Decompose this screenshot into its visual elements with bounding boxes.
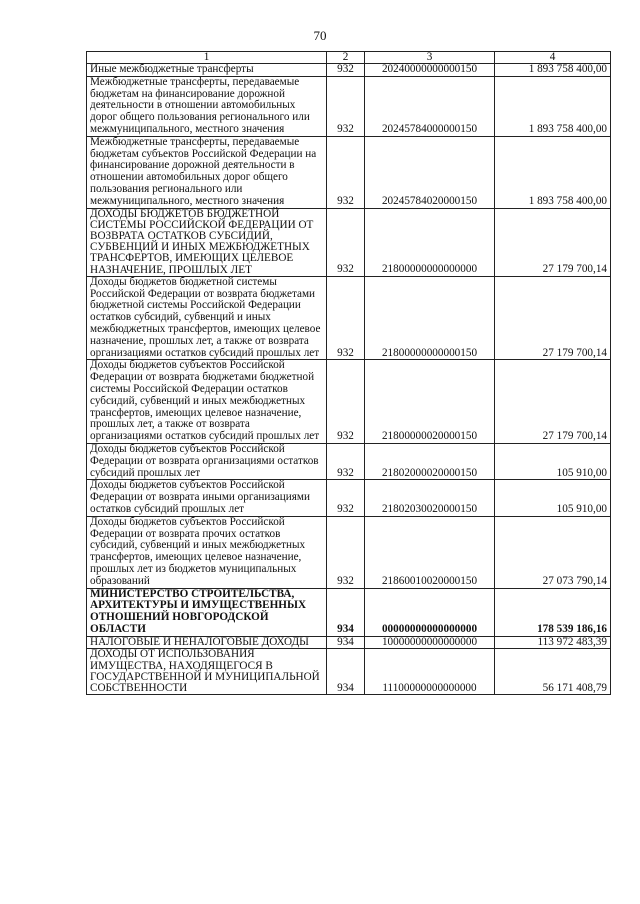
column-header-admin: 2	[327, 52, 365, 64]
budget-revenue-table	[86, 51, 611, 695]
row-admin-code-cell: 932	[327, 208, 365, 276]
row-amount-cell: 27 179 700,14	[495, 276, 611, 360]
row-admin-code-cell: 932	[327, 360, 365, 444]
row-admin-code-cell: 932	[327, 443, 365, 479]
row-amount-cell: 27 073 790,14	[495, 516, 611, 588]
row-budget-code-cell: 21802030020000150	[365, 480, 495, 516]
table-row	[87, 76, 611, 136]
row-amount-cell: 27 179 700,14	[495, 360, 611, 444]
row-budget-code-cell: 20245784000000150	[365, 76, 495, 136]
row-admin-code-cell: 934	[327, 649, 365, 695]
row-admin-code-cell: 934	[327, 588, 365, 636]
table-row	[87, 443, 611, 479]
row-amount-cell: 113 972 483,39	[495, 636, 611, 649]
table-row	[87, 636, 611, 649]
row-budget-code-cell: 21800000020000150	[365, 360, 495, 444]
column-header-code: 3	[365, 52, 495, 64]
row-admin-code-cell: 932	[327, 76, 365, 136]
table-row	[87, 208, 611, 276]
row-admin-code-cell: 934	[327, 636, 365, 649]
table-row	[87, 480, 611, 516]
row-name-cell: Доходы бюджетов субъектов Российской Федерации от возврата организациями остатков субсидий прошлых лет	[87, 443, 327, 479]
row-amount-cell: 105 910,00	[495, 480, 611, 516]
table-row	[87, 136, 611, 208]
row-budget-code-cell: 10000000000000000	[365, 636, 495, 649]
table-row	[87, 276, 611, 360]
row-amount-cell: 1 893 758 400,00	[495, 136, 611, 208]
row-amount-cell: 105 910,00	[495, 443, 611, 479]
row-name-cell: НАЛОГОВЫЕ И НЕНАЛОГОВЫЕ ДОХОДЫ	[87, 636, 327, 649]
row-budget-code-cell: 20240000000000150	[365, 64, 495, 77]
row-name-cell: Доходы бюджетов субъектов Российской Федерации от возврата бюджетами бюджетной системы Российской Федерации остатков субсидий, субвенций и иных межбюджетных трансфертов, имеющих целевое назначение, прошлых лет, а также от возврата организациями остатков субсидий прошлых лет	[87, 360, 327, 444]
table-row	[87, 516, 611, 588]
row-name-cell: Межбюджетные трансферты, передаваемые бюджетам субъектов Российской Федерации на финансирование дорожной деятельности в отношении автомобильных дорог общего пользования регионального или межмуниципального, местного значения	[87, 136, 327, 208]
row-amount-cell: 1 893 758 400,00	[495, 76, 611, 136]
row-name-cell: Доходы бюджетов бюджетной системы Российской Федерации от возврата бюджетами бюджетной системы Российской Федерации остатков субсидий, субвенций и иных межбюджетных трансфертов, имеющих целевое назначение, прошлых лет, а также от возврата организациями остатков субсидий прошлых лет	[87, 276, 327, 360]
table-row	[87, 649, 611, 695]
row-amount-cell: 56 171 408,79	[495, 649, 611, 695]
row-amount-cell: 178 539 186,16	[495, 588, 611, 636]
table-row	[87, 360, 611, 444]
row-budget-code-cell: 00000000000000000	[365, 588, 495, 636]
row-name-cell: Межбюджетные трансферты, передаваемые бюджетам на финансирование дорожной деятельности в отношении автомобильных дорог общего пользования регионального или межмуниципального, местного значения	[87, 76, 327, 136]
row-amount-cell: 27 179 700,14	[495, 208, 611, 276]
row-admin-code-cell: 932	[327, 136, 365, 208]
row-admin-code-cell: 932	[327, 64, 365, 77]
row-name-cell: Доходы бюджетов субъектов Российской Федерации от возврата прочих остатков субсидий, субвенций и иных межбюджетных трансфертов, имеющих целевое назначение, прошлых лет из бюджетов муниципальных образований	[87, 516, 327, 588]
row-budget-code-cell: 21802000020000150	[365, 443, 495, 479]
row-budget-code-cell: 21800000000000150	[365, 276, 495, 360]
table-header-row	[87, 52, 611, 64]
row-budget-code-cell: 20245784020000150	[365, 136, 495, 208]
column-header-amount: 4	[495, 52, 611, 64]
table-row	[87, 64, 611, 77]
row-name-cell: ДОХОДЫ ОТ ИСПОЛЬЗОВАНИЯ ИМУЩЕСТВА, НАХОДЯЩЕГОСЯ В ГОСУДАРСТВЕННОЙ И МУНИЦИПАЛЬНОЙ СОБСТВЕННОСТИ	[87, 649, 327, 695]
row-name-cell: ДОХОДЫ БЮДЖЕТОВ БЮДЖЕТНОЙ СИСТЕМЫ РОССИЙСКОЙ ФЕДЕРАЦИИ ОТ ВОЗВРАТА ОСТАТКОВ СУБСИДИЙ, СУБВЕНЦИЙ И ИНЫХ МЕЖБЮДЖЕТНЫХ ТРАНСФЕРТОВ, ИМЕЮЩИХ ЦЕЛЕВОЕ НАЗНАЧЕНИЕ, ПРОШЛЫХ ЛЕТ	[87, 208, 327, 276]
column-header-name: 1	[87, 52, 327, 64]
row-name-cell: Иные межбюджетные трансферты	[87, 64, 327, 77]
row-budget-code-cell: 11100000000000000	[365, 649, 495, 695]
row-amount-cell: 1 893 758 400,00	[495, 64, 611, 77]
row-admin-code-cell: 932	[327, 480, 365, 516]
row-name-cell: Доходы бюджетов субъектов Российской Федерации от возврата иными организациями остатков субсидий прошлых лет	[87, 480, 327, 516]
table-row	[87, 588, 611, 636]
row-name-cell: МИНИСТЕРСТВО СТРОИТЕЛЬСТВА, АРХИТЕКТУРЫ И ИМУЩЕСТВЕННЫХ ОТНОШЕНИЙ НОВГОРОДСКОЙ ОБЛАСТИ	[87, 588, 327, 636]
row-budget-code-cell: 21860010020000150	[365, 516, 495, 588]
row-admin-code-cell: 932	[327, 276, 365, 360]
row-admin-code-cell: 932	[327, 516, 365, 588]
table-body	[87, 64, 611, 695]
row-budget-code-cell: 21800000000000000	[365, 208, 495, 276]
page-number: 70	[313, 28, 327, 43]
